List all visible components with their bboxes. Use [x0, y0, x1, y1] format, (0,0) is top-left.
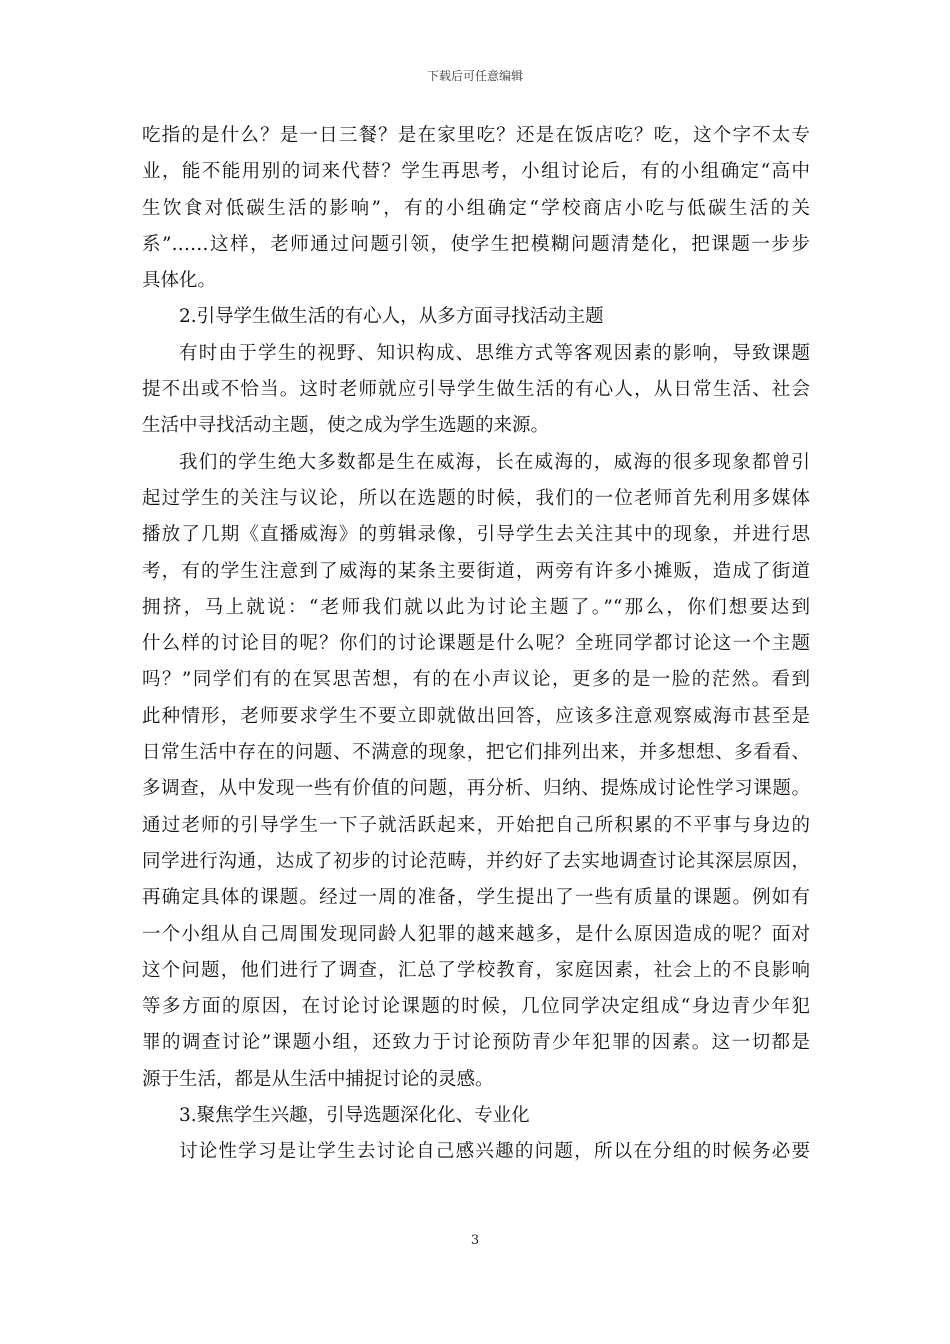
text-line: 生活中寻找活动主题，使之成为学生选题的来源。: [142, 415, 550, 437]
text-line: 2.引导学生做生活的有心人，从多方面寻找活动主题: [179, 306, 604, 328]
text-line: 多调查，从中发现一些有价值的问题，再分析、归纳、提炼成讨论性学习课题。: [142, 778, 810, 800]
text-line: 系”……这样，老师通过问题引领，使学生把模糊问题清楚化，把课题一步步: [142, 233, 810, 255]
text-line: 吗？”同学们有的在冥思苦想，有的在小声议论，更多的是一脸的茫然。看到: [142, 669, 810, 691]
text-line: 起过学生的关注与议论，所以在选题的时候，我们的一位老师首先利用多媒体: [142, 487, 810, 509]
text-line: 同学进行沟通，达成了初步的讨论范畴，并约好了去实地调查讨论其深层原因，: [142, 850, 810, 872]
text-line: 日常生活中存在的问题、不满意的现象，把它们排列出来，并多想想、多看看、: [142, 742, 810, 764]
text-line: 有时由于学生的视野、知识构成、思维方式等客观因素的影响，导致课题: [179, 342, 810, 364]
text-line: 业，能不能用别的词来代替？学生再思考，小组讨论后，有的小组确定“高中: [142, 161, 810, 183]
text-line: 罪的调查讨论”课题小组，还致力于讨论预防青少年犯罪的因素。这一切都是: [142, 1032, 810, 1054]
text-line: 3.聚焦学生兴趣，引导选题深化化、专业化: [179, 1105, 530, 1127]
text-line: 这个问题，他们进行了调查，汇总了学校教育，家庭因素，社会上的不良影响: [142, 959, 810, 981]
text-line: 生饮食对低碳生活的影响”，有的小组确定“学校商店小吃与低碳生活的关: [142, 197, 810, 219]
text-line: 拥挤，马上就说：“老师我们就以此为讨论主题了。”“那么，你们想要达到: [142, 596, 810, 618]
text-line: 考，有的学生注意到了威海的某条主要街道，两旁有许多小摊贩，造成了街道: [142, 560, 810, 582]
text-line: 具体化。: [142, 270, 217, 292]
text-line: 什么样的讨论目的呢？你们的讨论课题是什么呢？全班同学都讨论这一个主题: [142, 633, 810, 655]
text-line: 源于生活，都是从生活中捕捉讨论的灵感。: [142, 1068, 494, 1090]
text-line: 吃指的是什么？是一日三餐？是在家里吃？还是在饭店吃？吃，这个字不太专: [142, 125, 810, 146]
text-line: 通过老师的引导学生一下子就活跃起来，开始把自己所积累的不平事与身边的: [142, 814, 810, 836]
text-line: 等多方面的原因，在讨论讨论课题的时候，几位同学决定组成“身边青少年犯: [142, 996, 810, 1018]
text-line: 播放了几期《直播威海》的剪辑录像，引导学生去关注其中的现象，并进行思: [142, 524, 810, 546]
text-line: 一个小组从自己周围发现同龄人犯罪的越来越多，是什么原因造成的呢？面对: [142, 923, 810, 945]
page-number: 3: [470, 1233, 480, 1248]
text-line: 再确定具体的课题。经过一周的准备，学生提出了一些有质量的课题。例如有: [142, 887, 810, 909]
text-line: 此种情形，老师要求学生不要立即就做出回答，应该多注意观察威海市甚至是: [142, 705, 810, 727]
text-line: 提不出或不恰当。这时老师就应引导学生做生活的有心人，从日常生活、社会: [142, 379, 810, 401]
document-body: [142, 118, 810, 1171]
text-line: 讨论性学习是让学生去讨论自己感兴趣的问题，所以在分组的时候务必要: [179, 1141, 810, 1163]
page-header: 下载后可任意编辑: [426, 69, 523, 83]
text-line: 我们的学生绝大多数都是生在威海，长在威海的，威海的很多现象都曾引: [179, 451, 810, 473]
